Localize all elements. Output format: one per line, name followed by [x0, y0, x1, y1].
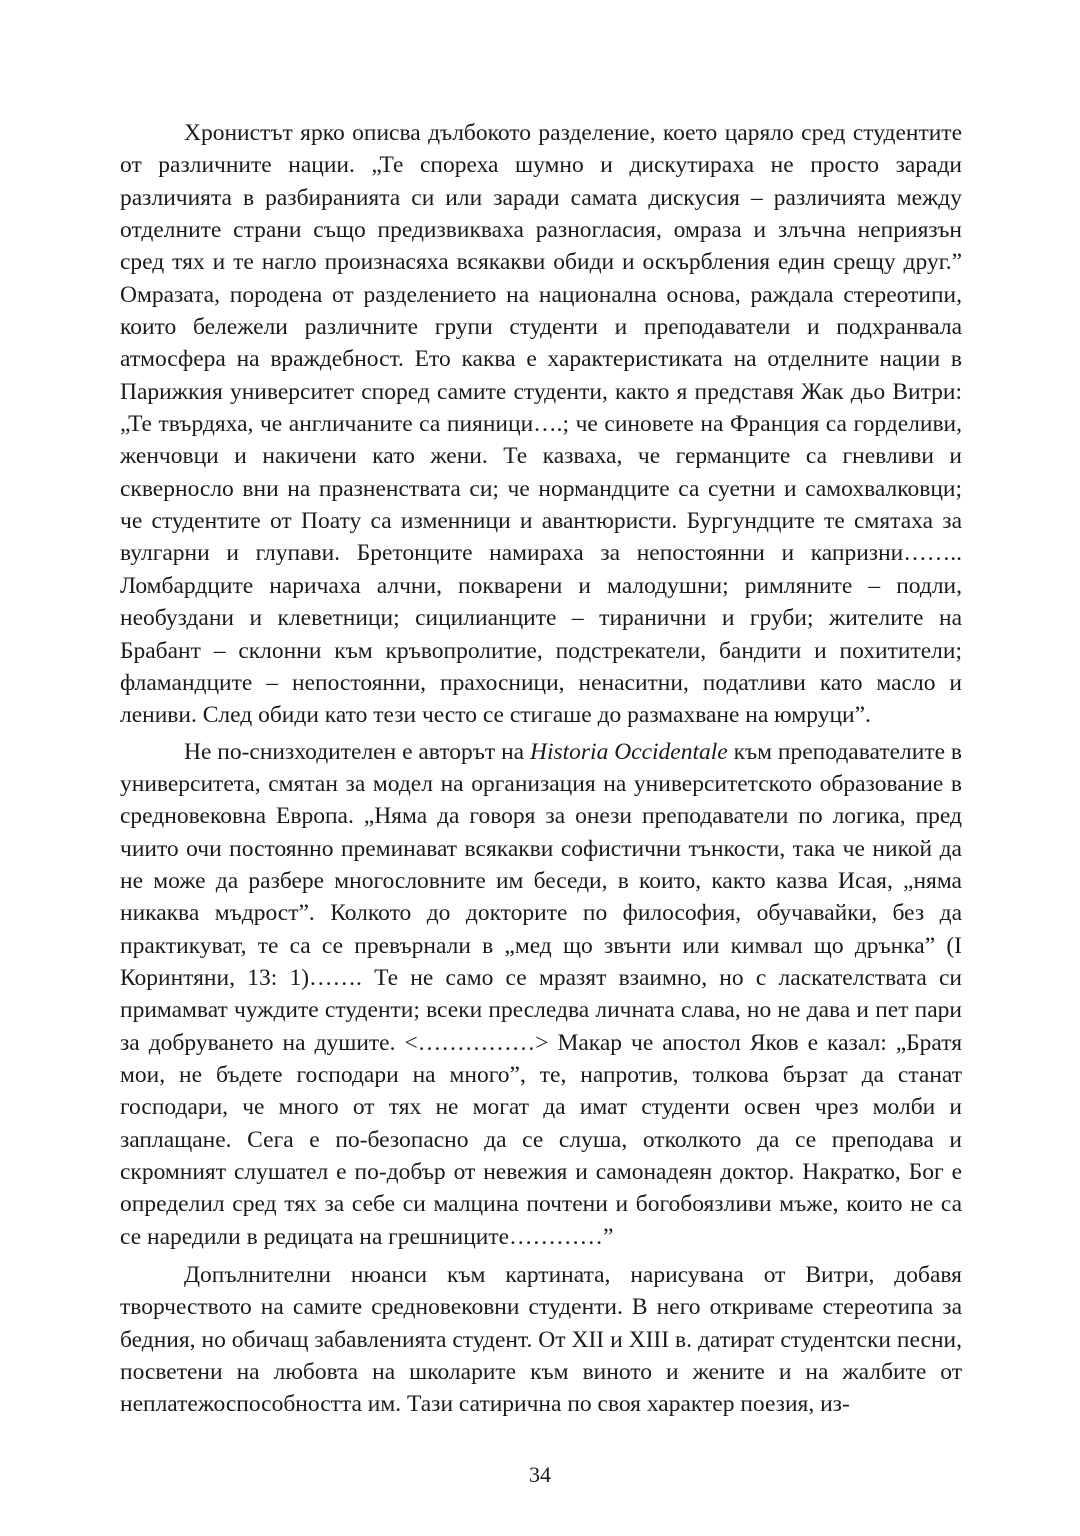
paragraph-1: Хронистът ярко описва дълбокото разделение, което царяло сред студентите от различните нации. „Те спореха шумно и дискутираха не просто заради различията в разбиранията си или заради самата дискусия – различията между отделните страни също предизвикваха разногласия, омраза и злъчна неприязън сред тях и те нагло произнасяха всякакви обиди и оскърбления един срещу друг.” Омразата, породена от разделението на национална основа, раждала стереотипи, които бележели различните групи студенти и преподаватели и подхранвала атмосфера на враждебност. Ето каква е характеристиката на отделните нации в Парижкия университет според самите студенти, както я представя Жак дьо Витри: „Те твърдяха, че англичаните са пияници….; че синовете на Франция са горделиви, женчовци и накичени като жени. Те казваха, че германците са гневливи и скверносло вни на празненствата си; че нормандците са суетни и самохвалковци; че студентите от Поату са изменници и авантюристи. Бургундците те смятаха за вулгарни и глупави. Бретонците намираха за непостоянни и капризни…….. Ломбардците наричаха алчни, покварени и малодушни; римляните – подли, необуздани и клеветници; сицилианците – тиранични и груби; жителите на Брабант – склонни към кръвопролитие, подстрекатели, бандити и похитители; фламандците – непостоянни, прахосници, ненаситни, податливи като масло и лениви. След обиди като тези често се стигаше до размахване на юмруци”.	[120, 120, 962, 729]
paragraph-3: Допълнителни нюанси към картината, нарисувана от Витри, добавя творчеството на самите средновековни студенти. В него откриваме стереотипа за бедния, но обичащ забавленията студент. От XII и XIII в. датират студентски песни, посветени на любовта на школарите към виното и жените и на жалбите от неплатежоспособността им. Тази сатирична по своя характер поезия, из-	[120, 1262, 962, 1418]
body-text	[120, 117, 962, 1421]
paragraph-2-rest: към преподавателите в университета, смятан за модел на организация на университетското образование в средновековна Европа. „Няма да говоря за онези преподаватели по логика, пред чиито очи постоянно преминават всякакви софистични тънкости, така че никой да не може да разбере многословните им беседи, в които, както казва Исая, „няма никаква мъдрост”. Колкото до докторите по философия, обучавайки, без да практикуват, те са се превърнали в „мед що звънти или кимвал що дрънка” (I Коринтяни, 13: 1)……. Те не само се мразят взаимно, но с ласкателствата си примамват чуждите студенти; всеки преследва личната слава, но не дава и пет пари за добруването на душите. <……………> Макар че апостол Яков е казал: „Братя мои, не бъдете господари на много”, те, напротив, толкова бързат да станат господари, че много от тях не могат да имат студенти освен чрез молби и заплащане. Сега е по-безопасно да се слуша, отколкото да се преподава и скромният слушател е по-добър от невежия и самонадеян доктор. Накратко, Бог е определил сред тях за себе си малцина почтени и богобоязливи мъже, които не са се наредили в редицата на грешниците…………”	[120, 738, 963, 1250]
page-number: 34	[529, 1462, 551, 1487]
work-title: Historia Occidentale	[529, 738, 728, 765]
paragraph-2	[120, 736, 962, 1254]
paragraph-2-lead: Не по-снизходителен е авторът на	[184, 738, 530, 765]
